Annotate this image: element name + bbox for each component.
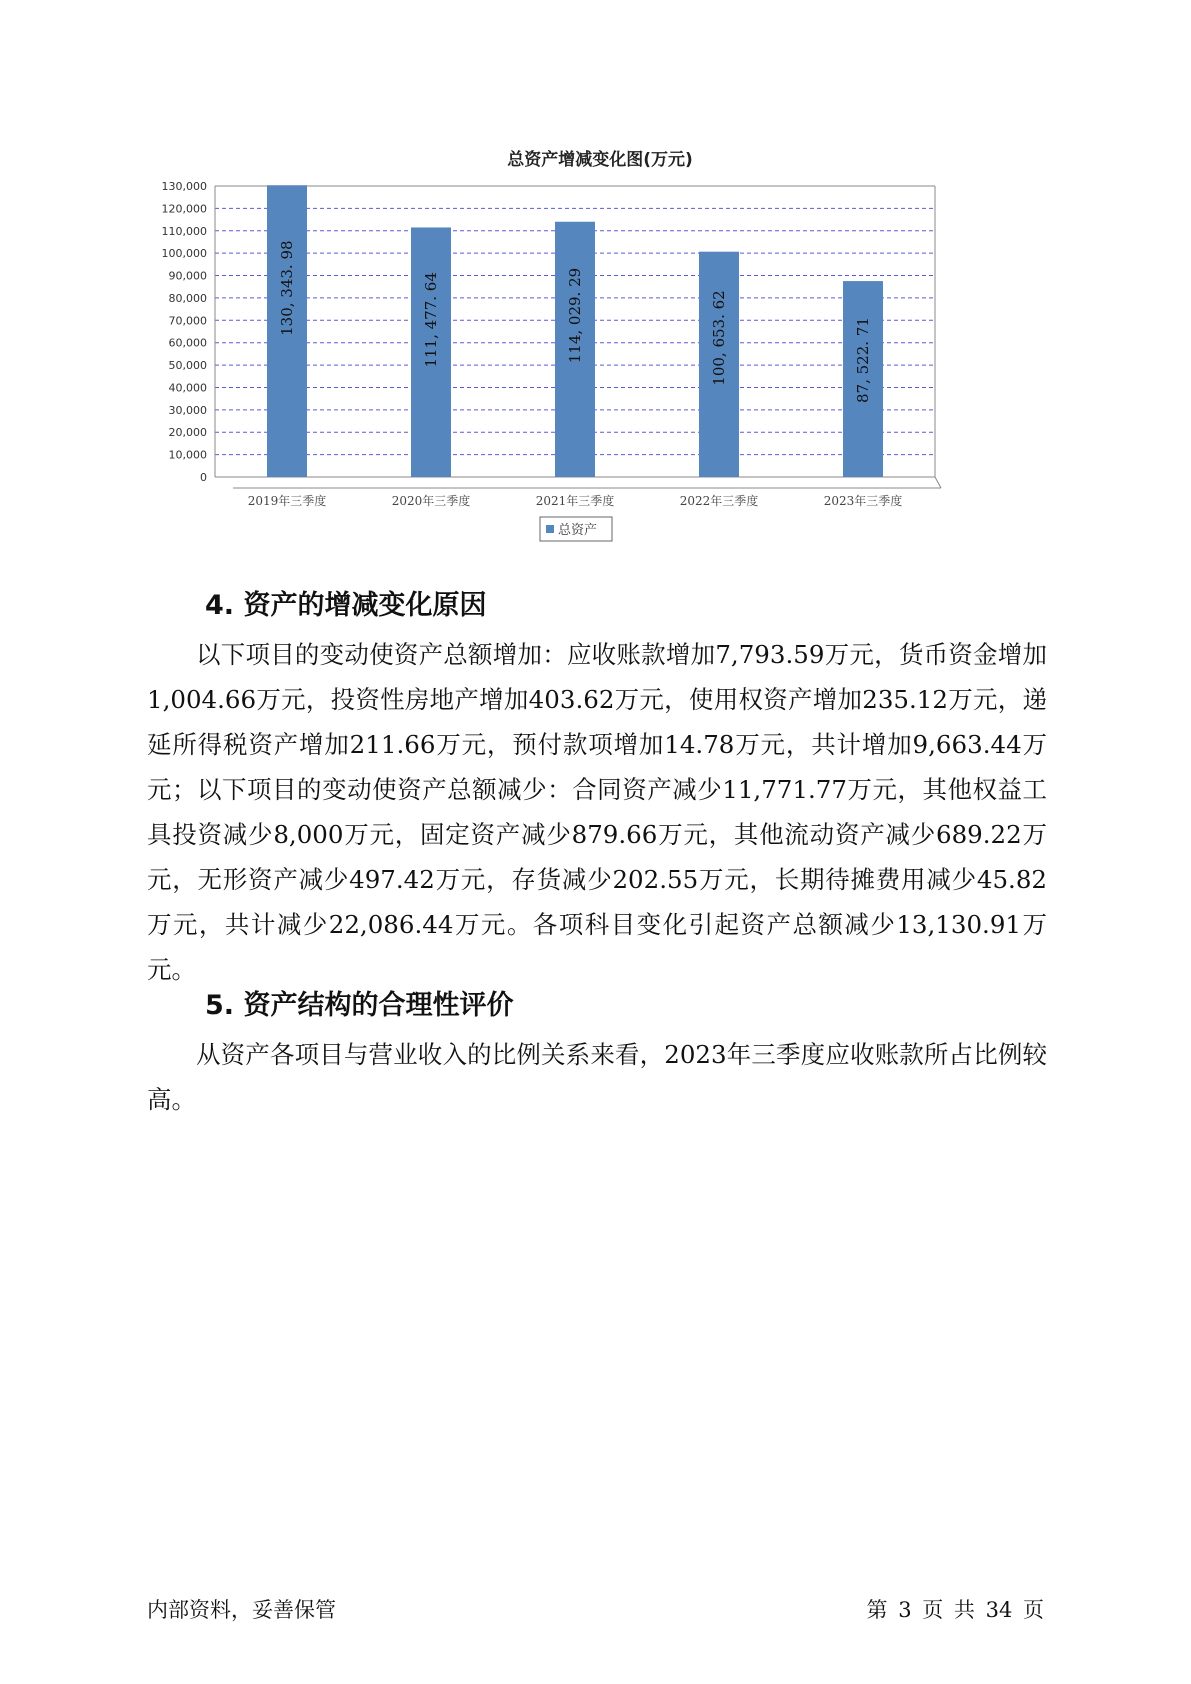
- y-tick-label: 100,000: [161, 247, 207, 261]
- legend-label: 总资产: [558, 523, 598, 538]
- bar-value-label: 130, 343. 98: [278, 240, 296, 336]
- section-heading-asset-change-reasons: 4. 资产的增减变化原因: [205, 590, 487, 621]
- x-tick-label: 2019年三季度: [247, 494, 327, 508]
- x-axis-depth: [935, 477, 941, 488]
- y-tick-label: 130,000: [161, 180, 207, 193]
- y-tick-label: 30,000: [168, 403, 207, 417]
- y-tick-label: 70,000: [168, 314, 207, 328]
- bar-value-label: 111, 477. 64: [422, 272, 440, 368]
- y-tick-label: 40,000: [168, 381, 207, 395]
- y-tick-label: 110,000: [161, 224, 207, 238]
- footer-confidential-note: 内部资料，妥善保管: [147, 1598, 336, 1622]
- x-tick-label: 2021年三季度: [535, 494, 615, 508]
- y-tick-label: 50,000: [168, 359, 207, 373]
- paragraph-asset-change-reasons: 以下项目的变动使资产总额增加：应收账款增加7,793.59万元，货币资金增加1,004.66万元，投资性房地产增加403.62万元，使用权资产增加235.12万元，递延所得税资产增加211.66万元，预付款项增加14.78万元，共计增加9,663.44万元；以下项目的变动使资产总额减少：合同资产减少11,771.77万元，其他权益工具投资减少8,000万元，固定资产减少879.66万元，其他流动资产减少689.22万元，无形资产减少497.42万元，存货减少202.55万元，长期待摊费用减少45.82万元，共计减少22,086.44万元。各项科目变化引起资产总额减少13,130.91万元。: [147, 640, 1047, 984]
- y-tick-label: 0: [200, 471, 207, 484]
- y-tick-label: 10,000: [168, 448, 207, 462]
- bar-value-label: 100, 653. 62: [710, 290, 728, 386]
- y-tick-label: 120,000: [161, 202, 207, 216]
- bar-value-label: 87, 522. 71: [854, 317, 872, 404]
- chart-svg: [150, 135, 1050, 595]
- footer-page-number: 第 3 页 共 34 页: [866, 1598, 1044, 1622]
- y-tick-label: 20,000: [168, 426, 207, 440]
- y-tick-label: 90,000: [168, 269, 207, 283]
- x-tick-label: 2020年三季度: [391, 494, 471, 508]
- y-tick-label: 80,000: [168, 291, 207, 305]
- y-tick-label: 60,000: [168, 336, 207, 350]
- legend-swatch: [546, 525, 554, 533]
- x-tick-label: 2022年三季度: [679, 494, 759, 508]
- section-heading-structure-evaluation: 5. 资产结构的合理性评价: [205, 990, 514, 1021]
- paragraph-structure-evaluation: 从资产各项目与营业收入的比例关系来看，2023年三季度应收账款所占比例较高。: [147, 1040, 1047, 1114]
- chart-title: 总资产增减变化图(万元): [507, 150, 693, 170]
- total-assets-chart: [150, 135, 1050, 595]
- bar-value-label: 114, 029. 29: [566, 267, 584, 364]
- x-tick-label: 2023年三季度: [823, 494, 903, 508]
